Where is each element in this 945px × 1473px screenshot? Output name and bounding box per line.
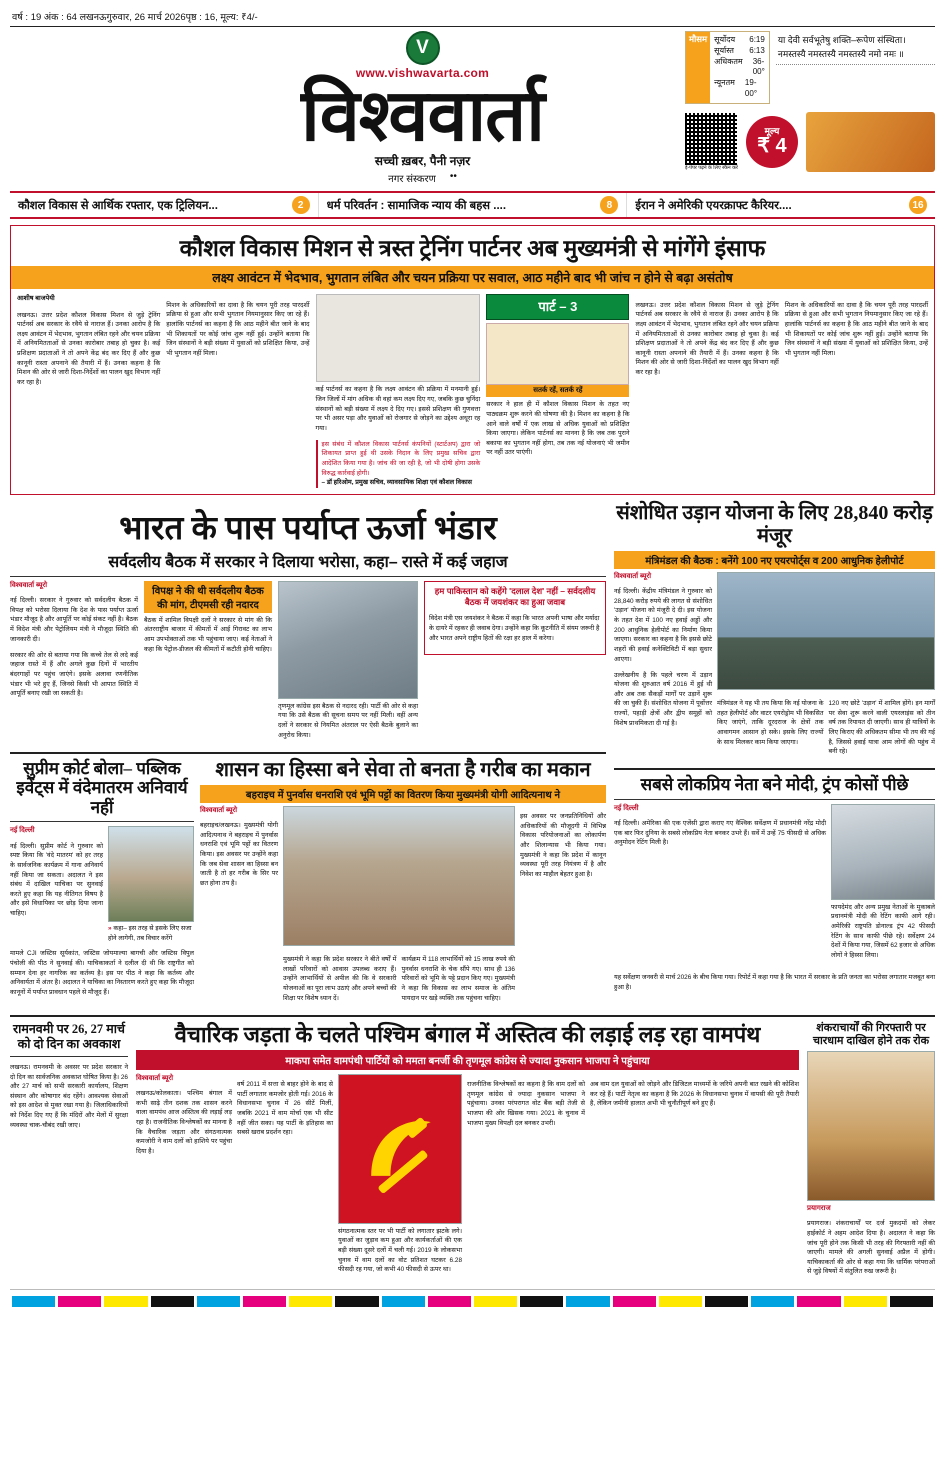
website-url[interactable]: www.vishwavarta.com [355, 66, 490, 80]
energy-box-text: विदेश मंत्री एस जयशंकर ने बैठक में कहा कि भारत अपनी भाषा और मर्यादा के दायरे में रहकर ही जवाब देगा। उन्होंने कहा कि कूटनीति में संयम जरूरी है और भारत अपने राष्ट्रीय हितों की रक्षा हर हाल में करेगा। [429, 615, 600, 642]
weather-val-max: 36-00° [752, 56, 765, 77]
supreme-paragraph-2: मामले CJI जस्टिस सूर्यकांत, जस्टिस जोयमाल्या बागची और जस्टिस विपुल पंचोली की पीठ ने सुनवाई की। याचिकाकर्ता ने दलील दी थी कि राष्ट्रगीत को सम्मान देना हर नागरिक का कर्तव्य है। इस पर पीठ ने कहा कि कर्तव्य और अनिवार्यता में अंतर है। अदालत ने याचिका का निस्तारण करते हुए कहा कि मौजूदा कानूनों में पर्याप्त प्रावधान पहले से मौजूद हैं। [10, 950, 194, 996]
volume-issue-city: वर्ष : 19 अंक : 64 लखनऊ [12, 12, 107, 23]
rajnath-singh-photo [278, 581, 418, 699]
energy-paragraph-2: सरकार की ओर से बताया गया कि कच्चे तेल से लदे कई जहाज रास्ते में हैं और अगले कुछ दिनों में भारतीय बंदरगाहों पर पहुंच जाएंगे। इसके अलावा रणनीतिक भंडार भी भरे हुए हैं, जिनसे किसी भी आपात स्थिति में आपूर्ति बनाए रखी जा सकती है। [10, 651, 138, 698]
weather-key-max: अधिकतम [714, 56, 743, 66]
energy-headline: भारत के पास पर्याप्त ऊर्जा भंडार [119, 510, 497, 547]
lead-column-1 [17, 294, 160, 487]
edition-label: नगर संस्करण [388, 174, 436, 186]
page-title: विश्ववार्ता [301, 76, 544, 156]
energy-column-3 [278, 581, 418, 747]
index-item-2-text: धर्म परिवर्तन : सामाजिक न्याय की बहस .... [326, 199, 507, 212]
yogi-distribution-photo [283, 806, 515, 946]
lead-document-photo [316, 294, 481, 382]
weather-key-sunrise: सूर्योदय [714, 35, 736, 44]
index-item-1-text: कौशल विकास से आर्थिक रफ्तार, एक ट्रिलियन... [18, 199, 218, 212]
hammer-sickle-flag [338, 1074, 462, 1224]
pages-and-price: पृष्ठ : 16, मूल्य: ₹4/- [185, 12, 258, 23]
lead-paragraph-4: सरकार ने हाल ही में कौशल विकास मिशन के तहत नए पाठ्यक्रम शुरू करने की घोषणा की है। मिशन का कहना है कि आने वाले वर्षों में एक लाख से अधिक युवाओं को प्रशिक्षित किया जाएगा। लेकिन पार्टनर्स का मानना है कि जब तक पुराने बकाया का भुगतान नहीं होगा, तब तक नई योजनाएं भी जमीन पर नहीं उतर पाएंगी। [486, 401, 630, 457]
weather-val-sunrise: 6:19 [749, 35, 765, 44]
price-amount: ₹ 4 [757, 135, 787, 157]
index-item-1-page: 2 [292, 196, 310, 214]
energy-box-headline: हम पाकिस्तान को कहेंगे 'दलाल देश' नहीं – सर्वदलीय बैठक में जयशंकर का हुआ जवाब [434, 585, 596, 607]
left-story-agency: विश्ववार्ता ब्यूरो [136, 1074, 174, 1082]
qr-caption: ई-पेपर पढ़ने के लिए स्कैन करें [685, 164, 738, 171]
modi-paragraph-2: फायदेमंद और अन्य प्रमुख नेताओं के मुकाबले प्रधानमंत्री मोदी की रेटिंग काफी आगे रही। अमेरिकी राष्ट्रपति डोनाल्ड ट्रंप 42 फीसदी रेटिंग के साथ काफी पीछे रहे। सर्वेक्षण 24 देशों में किया गया, जिसमें 62 हजार से अधिक लोगों ने हिस्सा लिया। [831, 903, 935, 959]
ram-navami-headline: रामनवमी पर 26, 27 मार्च को दो दिन का अवकाश [13, 1021, 125, 1051]
energy-subheadline: सर्वदलीय बैठक में सरकार ने दिलाया भरोसा, कहा– रास्ते में कई जहाज [108, 553, 508, 571]
hammer-sickle-icon [352, 1101, 448, 1197]
energy-column-1 [10, 581, 138, 747]
modi-agency: नई दिल्ली [614, 804, 639, 812]
lead-column-2 [166, 294, 309, 487]
modi-headline: सबसे लोकप्रिय नेता बने मोदी, ट्रंप कोसों पीछे [640, 775, 909, 795]
seva-agency: विश्ववार्ता ब्यूरो [200, 806, 238, 814]
masthead-center [160, 31, 685, 185]
index-item-3-text: ईरान ने अमेरिकी एयरक्राफ्ट कैरियर.... [635, 199, 792, 212]
lead-paragraph-6: मिशन के अधिकारियों का दावा है कि चयन पूरी तरह पारदर्शी प्रक्रिया से हुआ और सभी भुगतान नियमानुसार किए जा रहे हैं। हालांकि पार्टनर्स का कहना है कि आठ महीने बीत जाने के बाद भी शिकायतों पर कोई जांच शुरू नहीं हुई। उन्होंने बताया कि जिन संस्थानों ने बड़ी संख्या में युवाओं को प्रशिक्षित किया, उन्हें भी भुगतान नहीं मिला। [784, 301, 928, 357]
weather-key-sunset: सूर्यास्त [714, 45, 734, 55]
shankaracharya-photo [807, 1051, 935, 1201]
sanskrit-shloka: या देवी सर्वभूतेषु शक्ति–रूपेण संस्थिता। नमस्तस्यै नमस्तस्यै नमस्तस्यै नमो नमः ॥ [776, 31, 935, 65]
left-story-paragraph-4: राजनीतिक विश्लेषकों का कहना है कि वाम दलों को तृणमूल कांग्रेस से ज्यादा नुकसान भाजपा ने पहुंचाया। उनका परंपरागत वोट बैंक बड़ी तेजी से भाजपा की ओर खिसक गया। 2021 के चुनाव में भाजपा मुख्य विपक्षी दल बनकर उभरी। [467, 1081, 585, 1127]
vishwavarta-logo: V [406, 31, 440, 65]
lead-paragraph-5: लखनऊ। उत्तर प्रदेश कौशल विकास मिशन से जुड़े ट्रेनिंग पार्टनर्स अब सरकार के रवैये से नाराज हैं। उनका आरोप है कि लक्ष्य आवंटन में भेदभाव, भुगतान लंबित रहने और चयन प्रक्रिया में अनियमितताओं से उनका कारोबार तबाह हो चुका है। कई प्रशिक्षण प्रदाताओं ने तो अपने केंद्र बंद कर दिए हैं और कुछ कानूनी रास्ता अपनाने की तैयारी में हैं। उनका कहना है कि मिशन की ओर से जारी दिशा-निर्देशों का पालन खुद विभाग नहीं कर रहा है। [635, 301, 779, 377]
narendra-modi-photo [831, 804, 935, 900]
supreme-headline: सुप्रीम कोर्ट बोला– पब्लिक इवेंट्स में वंदेमातरम अनिवार्य नहीं [16, 758, 188, 817]
supreme-paragraph-1: नई दिल्ली। सुप्रीम कोर्ट ने गुरुवार को स्पष्ट किया कि 'वंदे मातरम' को हर तरह के सार्वजनिक कार्यक्रम में गाना अनिवार्य नहीं किया जा सकता। अदालत ने इस संबंध में दाखिल याचिका पर सुनवाई करते हुए कहा कि यह नीतिगत विषय है और इसे विधायिका पर छोड़ दिया जाना चाहिए। [10, 842, 103, 917]
left-story-paragraph-1: लखनऊ/कोलकाता। पश्चिम बंगाल में कभी साढ़े तीन दशक तक शासन करने वाला वामपंथ आज अस्तित्व की लड़ाई लड़ रहा है। राजनीतिक विश्लेषकों का मानना है कि वैचारिक जड़ता और संगठनात्मक कमजोरी ने वाम दलों को हाशिये पर पहुंचा दिया है। [136, 1090, 232, 1155]
seva-orange-bar: बहराइच में पुनर्वास धनराशि एवं भूमि पट्टों का वितरण किया मुख्यमंत्री योगी आदित्यनाथ ने [200, 785, 606, 803]
modi-paragraph-1: नई दिल्ली। अमेरिका की एक एजेंसी द्वारा कराए गए वैश्विक सर्वेक्षण में प्रधानमंत्री नरेंद्र मोदी एक बार फिर दुनिया के सबसे लोकप्रिय नेता बनकर उभरे हैं। सर्वे में उन्हें 75 फीसदी से अधिक अनुमोदन रेटिंग मिली है। [614, 820, 826, 847]
energy-paragraph-3: बैठक में शामिल विपक्षी दलों ने सरकार से मांग की कि अंतरराष्ट्रीय बाजार में कीमतों में आई गिरावट का लाभ आम उपभोक्ताओं तक भी पहुंचाया जाए। कई नेताओं ने कहा कि पेट्रोल-डीजल की कीमतों में कटौती होनी चाहिए। [144, 616, 272, 653]
udan-headline: संशोधित उड़ान योजना के लिए 28,840 करोड़ मंजूर [616, 501, 933, 547]
print-color-bar [10, 1289, 935, 1315]
lead-paragraph-3: कई पार्टनर्स का कहना है कि लक्ष्य आवंटन की प्रक्रिया में मनमानी हुई। जिन जिलों में मांग अधिक थी वहां कम लक्ष्य दिए गए, जबकि कुछ चुनिंदा संस्थानों को बड़ी संख्या में लक्ष्य दे दिए गए। इससे प्रशिक्षण की गुणवत्ता पर भी असर पड़ा और युवाओं को रोजगार से जोड़ने का उद्देश्य अधूरा रह गया। [315, 386, 481, 432]
lead-part-label: पार्ट – 3 [486, 294, 629, 320]
supreme-court-story [10, 759, 194, 1010]
udan-paragraph-3: मंत्रिमंडल ने यह भी तय किया कि नई योजना के तहत हेलीपोर्ट और वाटर एयरोड्रोम भी विकसित किए जाएंगे, ताकि दूरदराज के क्षेत्रों तक आवागमन आसान हो सके। इसके लिए राज्यों के साथ मिलकर काम किया जाएगा। [717, 700, 824, 746]
masthead-tagline: सच्ची ख़बर, पैनी नज़र [374, 154, 471, 169]
publication-date: गुरुवार, 26 मार्च 2026 [106, 12, 186, 23]
lead-column-4 [486, 294, 629, 487]
lead-pullquote [316, 440, 481, 488]
energy-paragraph-4: तृणमूल कांग्रेस इस बैठक से नदारद रही। पार्टी की ओर से कहा गया कि उसे बैठक की सूचना समय पर नहीं मिली। वहीं अन्य दलों ने सरकार से नियमित अंतराल पर ऐसी बैठकें बुलाने का अनुरोध किया। [278, 702, 418, 739]
left-front-story [136, 1022, 799, 1284]
weather-key-min: न्यूनतम [714, 78, 735, 88]
udan-paragraph-4: 120 नए छोटे 'उड़ान' में शामिल होंगे। इन मार्गों पर सेवा शुरू करने वाली एयरलाइंस को तीन वर्ष तक रियायत दी जाएगी। साथ ही यात्रियों के लिए किराए की अधिकतम सीमा भी तय की गई है, जिससे हवाई यात्रा आम लोगों की पहुंच में बनी रहे। [828, 700, 935, 756]
price-label: मूल्य [764, 125, 780, 136]
seva-story [200, 759, 606, 1010]
udan-paragraph-1: नई दिल्ली। केंद्रीय मंत्रिमंडल ने गुरुवार को 28,840 करोड़ रुपये की लागत से संशोधित 'उड़ान' योजना को मंजूरी दे दी। इस योजना के तहत देश में 100 नए हवाई अड्डों और 200 आधुनिक हेलीपोर्ट का निर्माण किया जाएगा। सरकार का कहना है कि इससे छोटे शहरों की हवाई कनेक्टिविटी में बड़ा सुधार आएगा। [614, 588, 712, 663]
lead-headline: कौशल विकास मिशन से त्रस्त ट्रेनिंग पार्टनर अब मुख्यमंत्री से मांगेंगे इंसाफ [179, 236, 766, 262]
udan-paragraph-2: उल्लेखनीय है कि पहले चरण में उड़ान योजना की शुरुआत वर्ष 2016 में हुई थी और अब तक सैकड़ों मार्गों पर उड़ानें शुरू की जा चुकी हैं। संशोधित योजना में पूर्वोत्तर राज्यों, पहाड़ी क्षेत्रों और द्वीप समूहों को विशेष प्राथमिकता दी गई है। [614, 671, 712, 727]
lead-pullquote-attribution: – डॉ हरिओम, प्रमुख सचिव, व्यावसायिक शिक्षा एवं कौशल विकास [321, 479, 472, 487]
left-story-headline: वैचारिक जड़ता के चलते पश्चिम बंगाल में अस्तित्व की लड़ाई लड़ रहा वामपंथ [174, 1021, 761, 1047]
lead-warning-graphic [486, 323, 629, 385]
price-badge [746, 116, 798, 168]
energy-paragraph-1: नई दिल्ली। सरकार ने गुरुवार को सर्वदलीय बैठक में विपक्ष को भरोसा दिलाया कि देश के पास पर्याप्त ऊर्जा भंडार मौजूद है और आपूर्ति पर कोई संकट नहीं है। बैठक में विदेश मंत्री और पेट्रोलियम मंत्री ने मौजूदा स्थिति की जानकारी दी। [10, 597, 138, 643]
lead-byline: आशीष बाजपेयी [17, 295, 55, 303]
left-story-redbar: माकपा समेत वामपंथी पार्टियों को ममता बनर्जी की तृणमूल कांग्रेस से ज्यादा नुकसान भाजपा ने पहुंचाया [136, 1050, 799, 1070]
energy-column-2 [144, 581, 272, 747]
weather-val-min: 19-00° [744, 78, 758, 98]
modi-paragraph-3: यह सर्वेक्षण जनवरी से मार्च 2026 के बीच किया गया। रिपोर्ट में कहा गया है कि भारत में सरकार के प्रति जनता का भरोसा लगातार मजबूत बना हुआ है। [614, 974, 935, 991]
weather-rows [710, 32, 769, 103]
energy-highlight-box [424, 581, 606, 655]
weather-label: मौसम [686, 32, 710, 103]
shankaracharya-agency: प्रयागराज [807, 1204, 831, 1212]
supreme-agency: नई दिल्ली [10, 827, 35, 835]
seva-paragraph-3: कार्यक्रम में 118 लाभार्थियों को 15 लाख रुपये की पुनर्वास धनराशि के चेक सौंपे गए। साथ ही 136 परिवारों को भूमि के पट्टे प्रदान किए गए। मुख्यमंत्री ने कहा कि विकास का लाभ समाज के अंतिम पायदान पर खड़े व्यक्ति तक पहुंचना चाहिए। [401, 956, 515, 1002]
index-item-3-page: 16 [909, 196, 927, 214]
index-item-2-page: 8 [600, 196, 618, 214]
masthead-right [685, 31, 935, 172]
shankaracharya-headline: शंकराचार्यों की गिरफ्तारी पर चारधाम दाखिल होने तक रोक [812, 1021, 930, 1047]
lead-paragraph-1: लखनऊ। उत्तर प्रदेश कौशल विकास मिशन से जुड़े ट्रेनिंग पार्टनर्स अब सरकार के रवैये से नाराज हैं। उनका आरोप है कि लक्ष्य आवंटन में भेदभाव, भुगतान लंबित रहने और चयन प्रक्रिया में अनियमितताओं से उनका कारोबार तबाह हो चुका है। कई प्रशिक्षण प्रदाताओं ने तो अपने केंद्र बंद कर दिए हैं और कुछ कानूनी रास्ता अपनाने की तैयारी में हैं। उनका कहना है कि मिशन की ओर से जारी दिशा-निर्देशों का पालन खुद विभाग नहीं कर रहा है। [17, 311, 161, 386]
shankaracharya-brief [807, 1022, 935, 1284]
udan-subbar: मंत्रिमंडल की बैठक : बनेंगे 100 नए एयरपोर्ट्स व 200 आधुनिक हेलीपोर्ट [614, 551, 935, 569]
left-story-paragraph-2: वर्ष 2011 में सत्ता से बाहर होने के बाद से पार्टी लगातार कमजोर होती गई। 2016 के विधानसभा चुनाव में 26 सीटें मिलीं, जबकि 2021 में वाम मोर्चा एक भी सीट नहीं जीत सका। यह पार्टी के इतिहास का सबसे खराब प्रदर्शन रहा। [237, 1081, 333, 1137]
ram-navami-text: लखनऊ। रामनवमी के अवसर पर प्रदेश सरकार ने दो दिन का सार्वजनिक अवकाश घोषित किया है। 26 और 27 मार्च को सभी सरकारी कार्यालय, शिक्षण संस्थान और कोषागार बंद रहेंगे। आवश्यक सेवाओं को इस आदेश से मुक्त रखा गया है। जिलाधिकारियों को निर्देश दिए गए हैं कि मंदिरों और मेलों में सुरक्षा व्यवस्था चाक-चौबंद रखी जाए। [10, 1063, 128, 1129]
index-item-1[interactable] [10, 193, 319, 217]
weather-widget [685, 31, 770, 104]
supreme-court-building-photo [108, 826, 194, 922]
lead-column-6 [785, 294, 928, 487]
index-strip [10, 191, 935, 219]
supreme-photo-caption [108, 922, 194, 943]
left-story-paragraph-5: अब वाम दल युवाओं को जोड़ने और डिजिटल माध्यमों के जरिये अपनी बात रखने की कोशिश कर रहे हैं। पार्टी नेतृत्व का कहना है कि 2026 के विधानसभा चुनाव में वापसी की पूरी तैयारी है, लेकिन जमीनी हालात अभी भी चुनौतीपूर्ण बने हुए हैं। [590, 1081, 799, 1108]
energy-column-4 [424, 581, 606, 747]
ram-navami-brief [10, 1022, 128, 1284]
seva-headline: शासन का हिस्सा बने सेवा तो बनता है गरीब का मकान [215, 758, 591, 781]
caption-arrow-icon: » [108, 925, 112, 933]
lead-story [10, 225, 935, 494]
udan-agency: विश्ववार्ता ब्यूरो [614, 572, 652, 580]
durga-festival-graphic [806, 112, 935, 172]
supreme-caption-text: कहा– इस तरह से इसके लिए सजा होने लागेगी, तब विचार करेंगे [108, 925, 192, 942]
top-info-strip [10, 8, 935, 27]
index-item-2[interactable] [319, 193, 628, 217]
left-story-paragraph-3: संगठनात्मक स्तर पर भी पार्टी को लगातार झटके लगे। युवाओं का जुड़ाव कम हुआ और कार्यकर्ताओं की एक बड़ी संख्या दूसरे दलों में चली गई। 2019 के लोकसभा चुनाव में वाम दलों का वोट प्रतिशत घटकर 6.28 फीसदी रह गया, जो कभी 40 फीसदी से ऊपर था। [338, 1227, 462, 1274]
lead-warning-caption: सतर्क रहें, सतर्क रहें [486, 385, 629, 398]
shankaracharya-text: प्रयागराज। शंकराचार्यों पर दर्ज मुकदमों को लेकर हाईकोर्ट ने अहम आदेश दिया है। अदालत ने कहा कि जांच पूरी होने तक किसी भी तरह की गिरफ्तारी नहीं की जाएगी। मामले की अगली सुनवाई अप्रैल में होगी। याचिकाकर्ता की ओर से कहा गया कि धार्मिक परंपराओं से जुड़े विषयों में संतुलित रुख जरूरी है। [807, 1220, 935, 1276]
lead-paragraph-2: मिशन के अधिकारियों का दावा है कि चयन पूरी तरह पारदर्शी प्रक्रिया से हुआ और सभी भुगतान नियमानुसार किए जा रहे हैं। हालांकि पार्टनर्स का कहना है कि आठ महीने बीत जाने के बाद भी शिकायतों पर कोई जांच शुरू नहीं हुई। उन्होंने बताया कि जिन संस्थानों ने बड़ी संख्या में युवाओं को प्रशिक्षित किया, उन्हें भी भुगतान नहीं मिला। [166, 301, 310, 357]
lead-pullquote-text: इस संबंध में कौशल विकास पार्टनर्स कंपनियों (स्टार्टअप) द्वारा जो शिकायत प्राप्त हुई थी उसके निदान के लिए प्रमुख सचिव द्वारा आदेशित किया गया है। जांच की जा रही है, जो भी दोषी होगा उसके विरुद्ध कार्रवाई होगी। [321, 440, 481, 477]
epaper-qr-code[interactable] [685, 113, 737, 165]
aircraft-photo [717, 572, 935, 690]
seva-paragraph-4: इस अवसर पर जनप्रतिनिधियों और अधिकारियों की मौजूदगी में विभिन्न विकास परियोजनाओं का लोकार्पण और शिलान्यास भी किया गया। मुख्यमंत्री ने कहा कि प्रदेश में कानून व्यवस्था पूरी तरह नियंत्रण में है और निवेश का माहौल बेहतर हुआ है। [520, 813, 606, 878]
energy-agency: विश्ववार्ता ब्यूरो [10, 581, 48, 589]
energy-photo-caption-bar: विपक्ष ने की थी सर्वदलीय बैठक की मांग, टीएमसी रही नदारद [144, 581, 272, 613]
weather-val-sunset: 6:13 [749, 45, 765, 55]
lead-column-3 [316, 294, 481, 487]
lead-column-5 [635, 294, 778, 487]
masthead [10, 27, 935, 185]
lead-subheadline: लक्ष्य आवंटन में भेदभाव, भुगतान लंबित और चयन प्रक्रिया पर सवाल, आठ महीने बाद भी जांच न होने से बढ़ा असंतोष [11, 266, 934, 289]
edition-dots: •• [449, 171, 457, 183]
seva-paragraph-1: बहराइच/लखनऊ। मुख्यमंत्री योगी आदित्यनाथ ने बहराइच में पुनर्वास धनराशि एवं भूमि पट्टों का वितरण किया। इस अवसर पर उन्होंने कहा कि जब सेवा शासन का हिस्सा बन जाती है तो हर गरीब के सिर पर छत होना तय है। [200, 822, 278, 887]
index-item-3[interactable] [627, 193, 935, 217]
seva-paragraph-2: मुख्यमंत्री ने कहा कि प्रदेश सरकार ने बीते वर्षों में लाखों परिवारों को आवास उपलब्ध कराए हैं। उन्होंने लाभार्थियों से अपील की कि वे सरकारी योजनाओं का पूरा लाभ उठाएं और अपने बच्चों की शिक्षा पर विशेष ध्यान दें। [283, 956, 397, 1002]
